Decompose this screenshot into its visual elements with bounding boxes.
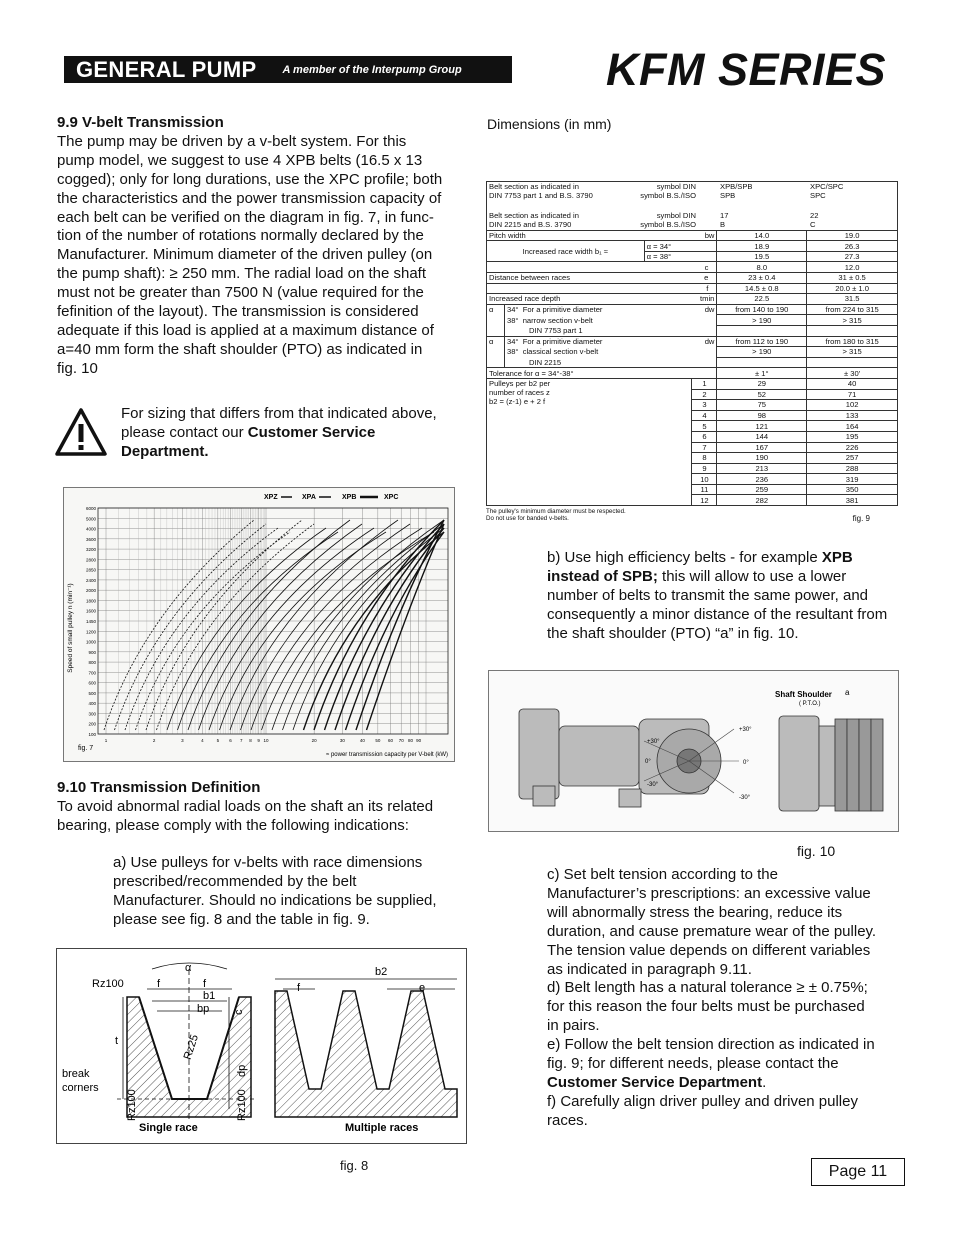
fig9-cell: > 190 (717, 315, 807, 326)
fig9-cell (487, 273, 717, 284)
fig9-cell: 14.5 ± 0.8 (717, 283, 807, 294)
fig10-angle-label: -30° (739, 795, 751, 801)
fig9-cell: 9 (692, 463, 717, 474)
fig9-cell: DIN 7753 part 1 (504, 325, 716, 336)
fig7-xtick: 80 (407, 738, 414, 743)
fig9-cell: 195 (807, 431, 898, 442)
item-f-line: f) Carefully align driver pulley and driven pulley (547, 1092, 858, 1110)
fig7-svg (64, 488, 454, 761)
fig9-cell: α (487, 336, 505, 368)
fig8-label: c (233, 1009, 245, 1015)
brand-bar (64, 56, 512, 83)
section-9-9-line: must not be greater than 7500 N (value required for the (57, 284, 424, 302)
section-9-10-line: To avoid abnormal radial loads on the shaft an its related (57, 797, 434, 815)
fig9-cell: 31 ± 0.5 (807, 273, 898, 284)
fig7-ytick: 900 (88, 649, 96, 655)
fig7-ytick: 300 (88, 711, 96, 717)
fig9-cell-text: number of races z (489, 387, 550, 397)
fig7-xtick: 70 (398, 738, 404, 743)
item-c-line: duration, and cause premature wear of the pulley. (547, 922, 877, 940)
fig9-cell: from 112 to 190 (717, 336, 807, 347)
fig9-header-cell: symbol DIN (656, 182, 696, 191)
items-c-f (547, 866, 902, 1131)
fig10-diagram (488, 670, 899, 832)
fig7-ytick: 1200 (85, 629, 96, 635)
fig8-label: f (157, 978, 161, 990)
fig9-cell: 257 (807, 453, 898, 464)
fig8-label: e (419, 982, 426, 994)
fig9-header-cell: Belt section as indicated in (489, 182, 579, 191)
fig9-cell: 4 (692, 410, 717, 421)
fig9-header-cell: DIN 2215 and B.S. 3790 (489, 220, 572, 230)
item-b-bold: XPB instead of SPB; (547, 549, 853, 585)
fig8-label: Rz100 (92, 978, 124, 990)
item-c-line: will abnormally stress the bearing, reduce its (547, 903, 843, 921)
item-c-line: as indicated in paragraph 9.11. (547, 960, 752, 978)
fig9-header-cell: 17 (720, 210, 729, 220)
fig7-xtick: 7 (239, 738, 243, 743)
fig8-label: b2 (375, 966, 388, 978)
fig7-legend-xpc: XPC (384, 494, 399, 501)
fig9-cell-text: classical section v-belt (522, 347, 599, 357)
fig9-cell (807, 325, 898, 336)
section-9-9-line: pump model, we suggest to use 4 XPB belts (16.5 x 13 (57, 151, 423, 169)
fig7-xtick: 6 (229, 738, 232, 743)
fig9-cell: 29 (717, 378, 807, 389)
item-e-bold: Customer Service Department (547, 1073, 763, 1091)
fig9-cell-text: dw (704, 305, 715, 315)
fig9-cell (487, 294, 717, 305)
fig9-header-cell: Belt section as indicated in (489, 210, 579, 220)
section-9-10-title: 9.10 Transmission Definition (57, 779, 261, 796)
fig7-xlabel: ≈ power transmission capacity per V-belt (kW) (326, 752, 448, 758)
fig8-label: bp (197, 1003, 210, 1015)
fig9-cell: 12 (692, 495, 717, 506)
fig10-angle-label: 0° (743, 760, 749, 766)
fig9-cell-text: Pitch width (489, 230, 526, 240)
brand-name: GENERAL PUMP (76, 56, 257, 82)
fig9-cell: 8.0 (717, 262, 807, 273)
fig8-label: Rz25 (181, 1033, 202, 1062)
fig8-label: corners (62, 1082, 99, 1094)
item-c-line: The tension value depends on different variables (547, 941, 871, 959)
fig7-xtick: 8 (249, 738, 252, 743)
fig7-ylabel: Speed of small pulley n (min⁻¹) (67, 583, 74, 673)
item-c-line: Manufacturer’s prescriptions: an excessive value (547, 884, 871, 902)
fig9-cell: 98 (717, 410, 807, 421)
fig9-cell: > 315 (807, 315, 898, 326)
fig9-header-cell: SPC (810, 191, 826, 201)
fig9-cell: 2 (692, 389, 717, 400)
fig9-cell: 144 (717, 431, 807, 442)
fig9-cell (504, 315, 716, 326)
item-a-line: please see fig. 8 and the table in fig. 9. (113, 910, 370, 928)
fig7-xtick: 2 (152, 738, 156, 743)
fig9-cell: 213 (717, 463, 807, 474)
fig7-xtick: 20 (311, 738, 317, 743)
fig9-cell (504, 336, 716, 347)
fig9-cell: 190 (717, 453, 807, 464)
fig9-header-cell: DIN 7753 part 1 and B.S. 3790 (489, 191, 593, 201)
fig9-header-cell: symbol DIN (656, 210, 696, 220)
warning-text-plain: For sizing that differs from that indicated above, please contact our (121, 405, 437, 441)
fig9-header-cell: C (810, 220, 816, 230)
section-9-10-line: bearing, please comply with the following indications: (57, 816, 409, 834)
section-9-10 (57, 779, 477, 836)
fig7-xtick: 90 (416, 738, 422, 743)
fig7-ytick: 700 (88, 670, 96, 676)
fig7-ytick: 400 (88, 701, 96, 707)
fig9-cell: > 190 (717, 347, 807, 358)
fig9-cell: from 140 to 190 (717, 304, 807, 315)
fig9-cell: ± 1° (717, 368, 807, 379)
fig9-cell: 26.3 (807, 241, 898, 252)
fig7-ytick: 200 (88, 721, 96, 727)
fig7-ytick: 6000 (85, 506, 96, 511)
fig9-cell: 133 (807, 410, 898, 421)
fig9-cell-text: Increased race depth (489, 294, 561, 304)
section-9-9-line: cogged); only for long durations, use the XPC profile; both (57, 170, 443, 188)
fig7-ytick: 800 (88, 660, 96, 666)
section-9-9-line: tion of the number of rotations normally declared by the (57, 227, 424, 245)
fig7-xtick: 40 (359, 738, 365, 743)
fig10-svg (489, 671, 898, 831)
fig9-cell-text: b2 = (z-1) e + 2 f (489, 396, 546, 406)
fig9-cell: α = 34° (644, 241, 717, 252)
fig10-angle-label: +30° (647, 739, 660, 745)
fig9-header-cell: B (720, 220, 726, 230)
fig9-cell: 8 (692, 453, 717, 464)
fig7-ytick: 2800 (85, 557, 96, 563)
fig9-cell: 71 (807, 389, 898, 400)
section-9-9-line: Manufacturer. Minimum diameter of the driven pulley (on (57, 246, 433, 264)
fig9-header-cell: XPB/SPB (720, 182, 753, 191)
fig9-cell-text: dw (704, 337, 715, 347)
item-d-line: in pairs. (547, 1017, 600, 1035)
section-9-9-line: the characteristics and the power transmission capacity of (57, 189, 442, 207)
warning-text (121, 405, 461, 462)
series-title: KFM SERIES (606, 44, 887, 95)
fig9-cell: 14.0 (717, 230, 807, 241)
item-b (547, 549, 892, 644)
fig9-cell (487, 378, 692, 505)
fig9-note: The pulley's minimum diameter must be respected. (486, 508, 626, 516)
fig7-xtick: 60 (387, 738, 394, 743)
fig7-ytick: 500 (88, 690, 96, 696)
fig9-cell: 167 (717, 442, 807, 453)
fig9-header (486, 181, 898, 230)
fig9-cell: from 224 to 315 (807, 304, 898, 315)
fig9-cell: 1 (692, 378, 717, 389)
pulley-groove (847, 719, 859, 811)
section-9-9-line: fig. 10 (57, 359, 98, 377)
fig9-header-cell: SPB (720, 191, 736, 201)
fig9-cell: 6 (692, 431, 717, 442)
fig9-table (486, 230, 898, 506)
fig10-angle-label: 0° (645, 759, 651, 765)
fig7-xtick: 9 (257, 738, 260, 743)
fig9-cell-text: 34° (506, 337, 519, 347)
fig9-row (487, 378, 898, 389)
pump-flange (819, 726, 835, 806)
item-e-line: fig. 9; for different needs, please contact the (547, 1055, 839, 1073)
item-d-line: d) Belt length has a natural tolerance ≥ ± 0.75%; (547, 979, 868, 997)
fig8-label: f (297, 982, 301, 994)
item-e-bold-line: Customer Service Department. (547, 1073, 767, 1091)
fig7-ytick: 1600 (85, 608, 96, 614)
fig9-cell-text: tmin (700, 294, 715, 304)
dimensions-label: Dimensions (in mm) (487, 116, 612, 132)
fig9-cell: 5 (692, 421, 717, 432)
fig9-cell: 7 (692, 442, 717, 453)
fig9-cell: 164 (807, 421, 898, 432)
fig9-cell (487, 230, 717, 241)
fig9-cell-text: For a primitive diameter (522, 305, 603, 315)
fig7-ytick: 2000 (85, 588, 96, 594)
section-9-9-line: a=40 mm form the shaft shoulder (PTO) as indicated in (57, 340, 423, 358)
fig9-table-block (486, 181, 898, 522)
fig9-cell: 259 (717, 484, 807, 495)
fig9-cell (504, 347, 716, 358)
section-9-9 (57, 114, 477, 379)
fig9-cell: 23 ± 0.4 (717, 273, 807, 284)
item-b-rest: this will allow to use a lower (662, 567, 847, 585)
fig7-ytick: 3600 (85, 536, 96, 542)
pulley-groove (859, 719, 871, 811)
fig9-cell: 11 (692, 484, 717, 495)
fig7-xtick: 5 (216, 738, 220, 743)
pulley-groove (835, 719, 847, 811)
fig7-ytick: 100 (88, 732, 96, 737)
pump-foot (533, 786, 555, 806)
fig7-legend-xpb: XPB (342, 494, 357, 501)
fig9-cell: c (487, 262, 717, 273)
fig8-label: Rz100 (126, 1089, 138, 1121)
fig7-xtick: 1 (104, 738, 108, 743)
fig8-multiple-races-profile (275, 991, 457, 1117)
fig8-label: break (62, 1068, 90, 1080)
fig10-shaft-shoulder-label: Shaft Shoulder (775, 690, 832, 699)
fig9-cell-text: narrow section v-belt (522, 315, 593, 325)
fig9-cell: 19.0 (807, 230, 898, 241)
pump-foot (619, 789, 641, 807)
fig8-label: f (203, 978, 207, 990)
fig8-single-race-label: Single race (139, 1122, 198, 1134)
fig9-cell: 31.5 (807, 294, 898, 305)
fig7-ytick: 2400 (85, 577, 96, 583)
fig7-xtick: 3 (181, 738, 184, 743)
fig9-header-cell: 22 (810, 210, 819, 220)
item-b-text: b) Use high efficiency belts - for example (547, 549, 818, 566)
fig9-cell: 381 (807, 495, 898, 506)
fig9-cell: α = 38° (644, 251, 717, 262)
page-number: Page 11 (811, 1158, 905, 1186)
fig9-cell: 288 (807, 463, 898, 474)
item-c-line: c) Set belt tension according to the (547, 866, 778, 883)
fig9-cell: from 180 to 315 (807, 336, 898, 347)
section-9-9-line: the pump shaft): ≥ 250 mm. The radial load on the shaft (57, 265, 426, 283)
fig9-cell-text: Distance between races (489, 273, 571, 283)
fig9-cell: ± 30' (807, 368, 898, 379)
fig9-cell: Increased race width b₁ ≈ (487, 241, 645, 262)
fig9-cell: 18.9 (717, 241, 807, 252)
item-f-line: races. (547, 1111, 588, 1129)
item-b-rest: from the shaft shoulder (PTO) “a” in fig. 10. (547, 605, 888, 642)
item-e-line: e) Follow the belt tension direction as indicated in (547, 1036, 875, 1054)
fig9-cell: 19.5 (717, 251, 807, 262)
fig9-cell: 236 (717, 474, 807, 485)
fig7-legend-xpz: XPZ (264, 494, 278, 501)
item-d-line: for this reason the four belts must be purchased (547, 998, 865, 1016)
fig9-cell: 282 (717, 495, 807, 506)
fig9-cell (717, 357, 807, 368)
fig7-ytick: 2850 (85, 567, 96, 573)
fig10-caption: fig. 10 (797, 843, 836, 859)
brand-tagline: A member of the Interpump Group (282, 63, 462, 76)
fig8-svg (57, 949, 466, 1143)
fig9-cell-text: 38° (506, 347, 519, 357)
fig7-ytick: 3200 (85, 547, 96, 553)
fig8-caption: fig. 8 (340, 1158, 369, 1173)
pump-body-front (779, 716, 819, 811)
pump-body-side (519, 709, 559, 799)
item-a (113, 854, 473, 930)
fig10-pto-label: ( P.T.O.) (799, 701, 821, 707)
item-a-line: prescribed/recommended by the belt (113, 872, 357, 890)
fig9-cell: 350 (807, 484, 898, 495)
fig9-caption: fig. 9 (852, 514, 870, 524)
fig9-cell-text: 34° (506, 305, 519, 315)
fig9-cell: 10 (692, 474, 717, 485)
fig9-cell (807, 357, 898, 368)
fig7-legend-xpa: XPA (302, 494, 316, 501)
fig7-xtick: 4 (201, 738, 204, 743)
fig9-cell-text: 38° (506, 315, 519, 325)
item-b-rest: consequently a minor distance of the resultant (547, 605, 854, 623)
fig7-ytick: 1800 (85, 598, 96, 604)
warning-text-bold: Customer Service Department. (121, 423, 376, 460)
fig9-cell: 226 (807, 442, 898, 453)
fig9-cell: α (487, 304, 505, 336)
fig9-cell (504, 304, 716, 315)
fig9-cell: 102 (807, 400, 898, 411)
fig8-multiple-races-label: Multiple races (345, 1122, 419, 1134)
fig9-cell: 121 (717, 421, 807, 432)
item-a-line: a) Use pulleys for v-belts with race dimensions (113, 854, 423, 871)
section-9-9-line: each belt can be verified on the diagram in fig. 7, in func- (57, 208, 434, 226)
fig7-ytick: 4000 (85, 526, 96, 532)
fig9-cell: 52 (717, 389, 807, 400)
fig9-cell: 12.0 (807, 262, 898, 273)
fig9-cell: DIN 2215 (504, 357, 716, 368)
fig10-angle-label: -30° (647, 782, 659, 788)
fig9-header-cell: symbol B.S./ISO (640, 220, 696, 230)
fig9-cell: 22.5 (717, 294, 807, 305)
fig9-cell: 319 (807, 474, 898, 485)
fig9-cell: 27.3 (807, 251, 898, 262)
fig8-label: b1 (203, 990, 216, 1002)
fig7-label: fig. 7 (78, 745, 94, 752)
fig7-xtick: 50 (375, 738, 381, 743)
pulley-groove (871, 719, 883, 811)
fig8-label: t (115, 1035, 119, 1047)
fig7-ytick: 1450 (85, 619, 96, 624)
fig9-cell: f (487, 283, 717, 294)
fig9-cell-text: bw (704, 230, 715, 240)
fig10-a-label: a (845, 688, 850, 697)
fig9-cell: 3 (692, 400, 717, 411)
section-9-9-line: adequate if this load is applied at a maximum distance of (57, 321, 434, 339)
fig9-cell-text: e (704, 273, 709, 283)
fig9-cell: 20.0 ± 1.0 (807, 283, 898, 294)
fig9-header-cell: symbol B.S./ISO (640, 191, 696, 201)
fig9-cell (717, 325, 807, 336)
item-b-rest: number of belts to transmit the same power, and (547, 586, 868, 604)
fig8-label: α (185, 962, 192, 974)
fig9-cell: 40 (807, 378, 898, 389)
item-a-line: Manufacturer. Should no indications be supplied, (113, 891, 437, 909)
fig8-label: dp (236, 1064, 248, 1077)
fig9-cell: Tolerance for α = 34°-38° (487, 368, 717, 379)
fig7-ytick: 5000 (85, 516, 96, 522)
fig7-ytick: 600 (88, 680, 96, 686)
pump-body-side (559, 726, 639, 786)
fig9-cell-text: Pulleys per b2 per (489, 378, 551, 388)
fig7-xtick: 30 (339, 738, 345, 743)
section-9-9-line: The pump may be driven by a v-belt system. For this (57, 132, 407, 150)
fig9-cell: > 315 (807, 347, 898, 358)
section-9-9-title: 9.9 V-belt Transmission (57, 114, 224, 131)
fig9-note: Do not use for banded v-belts. (486, 515, 569, 523)
fig7-xtick: 10 (263, 738, 269, 743)
fig7-ytick: 1000 (85, 639, 96, 645)
fig8-diagram (56, 948, 467, 1144)
warning-icon (54, 407, 108, 457)
fig9-cell-text: For a primitive diameter (522, 337, 603, 347)
fig8-label: Rz100 (236, 1089, 248, 1121)
fig9-cell: 75 (717, 400, 807, 411)
fig10-angle-label: +30° (739, 727, 752, 733)
fig7-chart (63, 487, 455, 762)
fig9-notes (486, 508, 898, 522)
section-9-9-line: fefinition of the layout). The transmission is considered (57, 303, 419, 321)
fig9-header-cell: XPC/SPC (810, 182, 844, 191)
